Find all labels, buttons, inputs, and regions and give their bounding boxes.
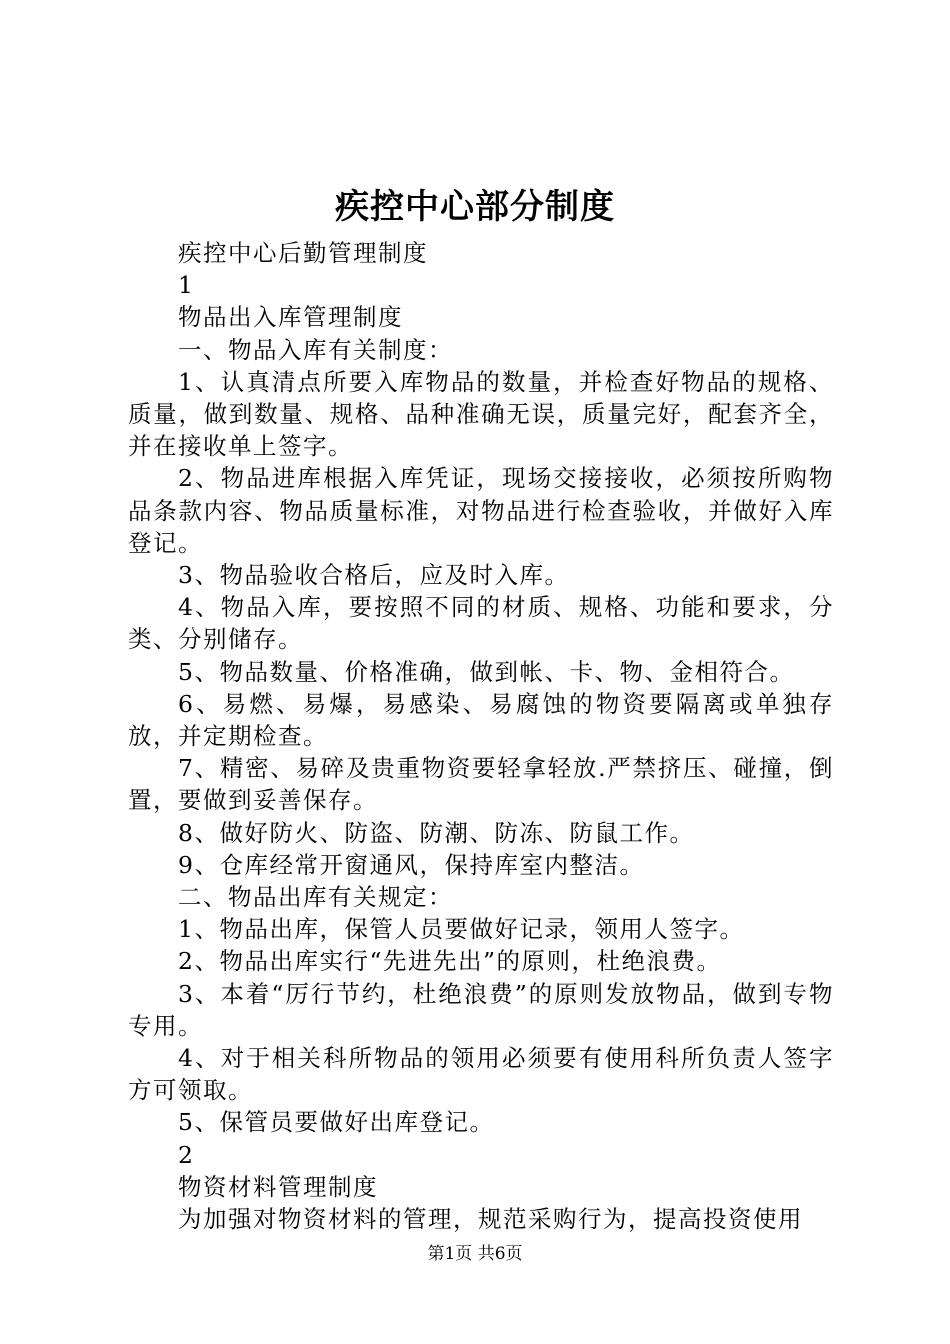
paragraph: 6、易燃、易爆，易感染、易腐蚀的物资要隔离或单独存放，并定期检查。 [128,689,834,751]
paragraph: 2 [178,1140,195,1169]
paragraph: 9、仓库经常开窗通风，保持库室内整洁。 [178,850,645,879]
page-footer: 第1页 共6页 [427,1244,523,1264]
document-title: 疾控中心部分制度 [335,187,615,227]
paragraph: 4、物品入库，要按照不同的材质、规格、功能和要求，分类、分别储存。 [128,593,834,654]
paragraph: 为加强对物资材料的管理，规范采购行为，提高投资使用 [178,1205,803,1234]
document-body [128,237,834,1235]
paragraph: 3、本着“厉行节约，杜绝浪费”的原则发放物品，做到专物专用。 [128,979,834,1040]
paragraph: 3、物品验收合格后，应及时入库。 [178,561,570,590]
paragraph: 4、对于相关科所物品的领用必须要有使用科所负责人签字方可领取。 [128,1044,834,1105]
paragraph: 5、物品数量、价格准确，做到帐、卡、物、金相符合。 [178,657,795,686]
paragraph: 2、物品出库实行“先进先出”的原则，杜绝浪费。 [178,947,722,976]
paragraph: 一、物品入库有关制度： [178,335,453,364]
paragraph: 1 [178,271,195,300]
paragraph: 1、物品出库，保管人员要做好记录，领用人签字。 [178,915,745,944]
paragraph: 物品出入库管理制度 [178,303,403,332]
paragraph: 7、精密、易碎及贵重物资要轻拿轻放.严禁挤压、碰撞，倒置，要做到妥善保存。 [128,754,834,815]
paragraph: 2、物品进库根据入库凭证，现场交接接收，必须按所购物品条款内容、物品质量标准，对物品进行检查验收，并做好入库登记。 [128,464,834,557]
paragraph: 物资材料管理制度 [178,1172,378,1201]
paragraph: 二、物品出库有关规定： [178,883,453,912]
paragraph: 1、认真清点所要入库物品的数量，并检查好物品的规格、质量，做到数量、规格、品种准确无误，质量完好，配套齐全，并在接收单上签字。 [128,367,834,461]
paragraph: 8、做好防火、防盗、防潮、防冻、防鼠工作。 [178,818,695,847]
paragraph: 5、保管员要做好出库登记。 [178,1108,495,1137]
paragraph: 疾控中心后勤管理制度 [178,239,428,267]
